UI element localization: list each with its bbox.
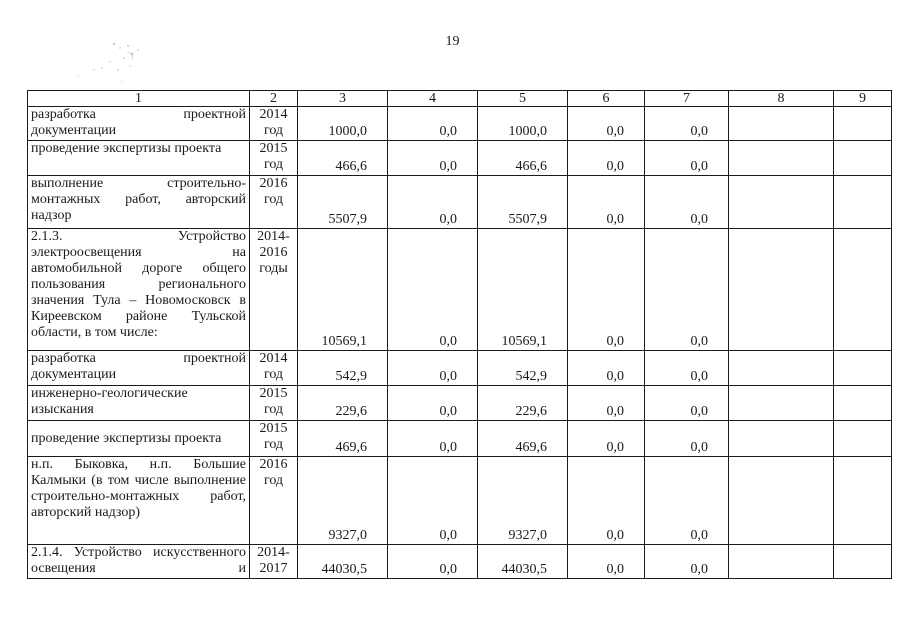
cell-total: 10569,1	[298, 229, 388, 351]
table-row	[28, 351, 892, 386]
cell-col9	[834, 545, 892, 579]
cell-col4: 0,0	[388, 229, 478, 351]
cell-col6: 0,0	[568, 386, 645, 421]
table-row	[28, 107, 892, 141]
cell-col6: 0,0	[568, 545, 645, 579]
cell-col7: 0,0	[645, 457, 729, 545]
item-period: 2014-2017	[250, 545, 298, 579]
item-description: проведение экспертизы проекта	[28, 421, 250, 457]
cell-total: 9327,0	[298, 457, 388, 545]
cell-col4: 0,0	[388, 141, 478, 176]
cell-col6: 0,0	[568, 457, 645, 545]
item-description: инженерно-геологические изыскания	[28, 386, 250, 421]
item-period: 2016 год	[250, 457, 298, 545]
item-description: н.п. Быковка, н.п. Большие Калмыки (в том числе выполнение строительно-монтажных работ, авторский надзор)	[28, 457, 250, 545]
page-number: 19	[445, 34, 460, 49]
cell-col9	[834, 421, 892, 457]
cell-col4: 0,0	[388, 351, 478, 386]
item-period: 2014 год	[250, 107, 298, 141]
column-header: 2	[250, 91, 298, 107]
cell-col9	[834, 386, 892, 421]
cell-total: 466,6	[298, 141, 388, 176]
cell-col5: 44030,5	[478, 545, 568, 579]
scan-smudge	[58, 40, 168, 90]
cell-col7: 0,0	[645, 545, 729, 579]
table-row	[28, 457, 892, 545]
item-description: выполнение строительно-монтажных работ, авторский надзор	[28, 176, 250, 229]
cell-col4: 0,0	[388, 386, 478, 421]
column-number-row	[28, 91, 892, 107]
item-description: разработка проектной документации	[28, 351, 250, 386]
cell-total: 1000,0	[298, 107, 388, 141]
cell-total: 5507,9	[298, 176, 388, 229]
cell-col9	[834, 351, 892, 386]
column-header: 5	[478, 91, 568, 107]
table-row	[28, 386, 892, 421]
cell-col9	[834, 176, 892, 229]
column-header: 6	[568, 91, 645, 107]
cell-col5: 1000,0	[478, 107, 568, 141]
cell-col4: 0,0	[388, 107, 478, 141]
cell-col9	[834, 107, 892, 141]
cell-col5: 10569,1	[478, 229, 568, 351]
cell-col4: 0,0	[388, 457, 478, 545]
cell-col9	[834, 229, 892, 351]
item-period: 2015 год	[250, 141, 298, 176]
column-header: 4	[388, 91, 478, 107]
table-row	[28, 545, 892, 579]
cell-total: 44030,5	[298, 545, 388, 579]
cell-col5: 542,9	[478, 351, 568, 386]
cell-col6: 0,0	[568, 141, 645, 176]
item-period: 2014-2016 годы	[250, 229, 298, 351]
cell-col5: 229,6	[478, 386, 568, 421]
cell-col5: 469,6	[478, 421, 568, 457]
column-header: 3	[298, 91, 388, 107]
column-header: 8	[729, 91, 834, 107]
cell-col7: 0,0	[645, 176, 729, 229]
item-description: 2.1.3. Устройство электроосвещения на автомобильной дороге общего пользования регионального значения Тула – Новомосковск в Киреевском районе Тульской области, в том числе:	[28, 229, 250, 351]
item-period: 2014 год	[250, 351, 298, 386]
cell-col8	[729, 229, 834, 351]
cell-col6: 0,0	[568, 176, 645, 229]
cell-total: 229,6	[298, 386, 388, 421]
column-header: 1	[28, 91, 250, 107]
cell-col7: 0,0	[645, 141, 729, 176]
item-description: проведение экспертизы проекта	[28, 141, 250, 176]
cell-col8	[729, 176, 834, 229]
budget-table	[27, 90, 892, 579]
cell-col9	[834, 457, 892, 545]
item-period: 2015 год	[250, 421, 298, 457]
cell-col7: 0,0	[645, 421, 729, 457]
cell-col7: 0,0	[645, 107, 729, 141]
cell-col8	[729, 457, 834, 545]
cell-col8	[729, 107, 834, 141]
cell-col7: 0,0	[645, 386, 729, 421]
cell-col7: 0,0	[645, 229, 729, 351]
column-header: 9	[834, 91, 892, 107]
cell-col4: 0,0	[388, 545, 478, 579]
cell-col8	[729, 351, 834, 386]
cell-col8	[729, 545, 834, 579]
item-period: 2016 год	[250, 176, 298, 229]
cell-total: 469,6	[298, 421, 388, 457]
cell-col7: 0,0	[645, 351, 729, 386]
cell-col8	[729, 141, 834, 176]
cell-col9	[834, 141, 892, 176]
column-header: 7	[645, 91, 729, 107]
cell-col6: 0,0	[568, 421, 645, 457]
cell-col6: 0,0	[568, 107, 645, 141]
cell-col5: 466,6	[478, 141, 568, 176]
item-period: 2015 год	[250, 386, 298, 421]
cell-col8	[729, 386, 834, 421]
table-row	[28, 229, 892, 351]
cell-col5: 9327,0	[478, 457, 568, 545]
table-row	[28, 421, 892, 457]
table-row	[28, 176, 892, 229]
item-description: 2.1.4. Устройство искусственного освещения и	[28, 545, 250, 579]
cell-col4: 0,0	[388, 421, 478, 457]
cell-col8	[729, 421, 834, 457]
cell-col5: 5507,9	[478, 176, 568, 229]
cell-col4: 0,0	[388, 176, 478, 229]
cell-col6: 0,0	[568, 229, 645, 351]
cell-col6: 0,0	[568, 351, 645, 386]
cell-total: 542,9	[298, 351, 388, 386]
table-row	[28, 141, 892, 176]
item-description: разработка проектной документации	[28, 107, 250, 141]
